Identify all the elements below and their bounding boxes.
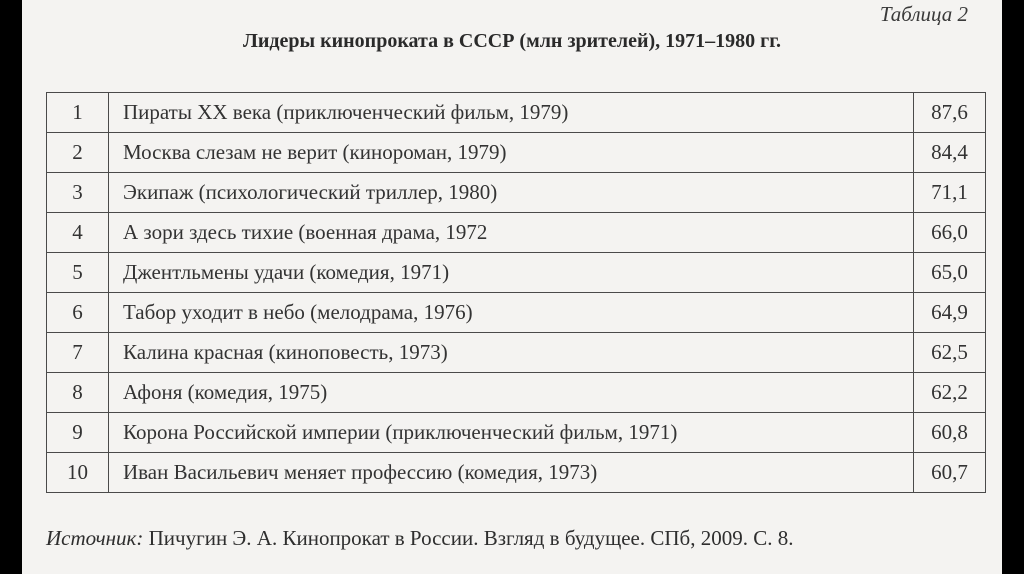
viewers-cell: 65,0 bbox=[914, 253, 986, 293]
viewers-cell: 62,2 bbox=[914, 373, 986, 413]
rank-cell: 8 bbox=[47, 373, 109, 413]
viewers-cell: 71,1 bbox=[914, 173, 986, 213]
viewers-cell: 87,6 bbox=[914, 93, 986, 133]
rank-cell: 1 bbox=[47, 93, 109, 133]
table-row bbox=[47, 333, 986, 373]
table-row bbox=[47, 133, 986, 173]
film-cell: Джентльмены удачи (комедия, 1971) bbox=[109, 253, 914, 293]
rank-cell: 3 bbox=[47, 173, 109, 213]
table-row bbox=[47, 173, 986, 213]
viewers-cell: 84,4 bbox=[914, 133, 986, 173]
table-row bbox=[47, 293, 986, 333]
rank-cell: 9 bbox=[47, 413, 109, 453]
film-cell: Табор уходит в небо (мелодрама, 1976) bbox=[109, 293, 914, 333]
film-cell: Иван Васильевич меняет профессию (комедия, 1973) bbox=[109, 453, 914, 493]
rank-cell: 4 bbox=[47, 213, 109, 253]
document-page bbox=[22, 0, 1002, 574]
source-note bbox=[46, 526, 794, 551]
viewers-cell: 66,0 bbox=[914, 213, 986, 253]
viewers-cell: 60,7 bbox=[914, 453, 986, 493]
film-cell: А зори здесь тихие (военная драма, 1972 bbox=[109, 213, 914, 253]
viewers-cell: 62,5 bbox=[914, 333, 986, 373]
table-row bbox=[47, 213, 986, 253]
source-prefix: Источник: bbox=[46, 526, 144, 550]
table-label: Таблица 2 bbox=[879, 2, 968, 26]
rank-cell: 6 bbox=[47, 293, 109, 333]
table-row bbox=[47, 413, 986, 453]
film-cell: Пираты XX века (приключенческий фильм, 1979) bbox=[109, 93, 914, 133]
viewers-cell: 64,9 bbox=[914, 293, 986, 333]
film-cell: Афоня (комедия, 1975) bbox=[109, 373, 914, 413]
box-office-table bbox=[46, 92, 986, 493]
rank-cell: 7 bbox=[47, 333, 109, 373]
film-cell: Экипаж (психологический триллер, 1980) bbox=[109, 173, 914, 213]
table-row bbox=[47, 453, 986, 493]
source-text: Пичугин Э. А. Кинопрокат в России. Взгляд в будущее. СПб, 2009. С. 8. bbox=[143, 526, 794, 550]
film-cell: Москва слезам не верит (кинороман, 1979) bbox=[109, 133, 914, 173]
table-row bbox=[47, 373, 986, 413]
rank-cell: 5 bbox=[47, 253, 109, 293]
rank-cell: 10 bbox=[47, 453, 109, 493]
viewers-cell: 60,8 bbox=[914, 413, 986, 453]
rank-cell: 2 bbox=[47, 133, 109, 173]
film-cell: Корона Российской империи (приключенческий фильм, 1971) bbox=[109, 413, 914, 453]
film-cell: Калина красная (киноповесть, 1973) bbox=[109, 333, 914, 373]
table-row bbox=[47, 93, 986, 133]
table-title: Лидеры кинопроката в СССР (млн зрителей), 1971–1980 гг. bbox=[242, 30, 782, 52]
table-row bbox=[47, 253, 986, 293]
